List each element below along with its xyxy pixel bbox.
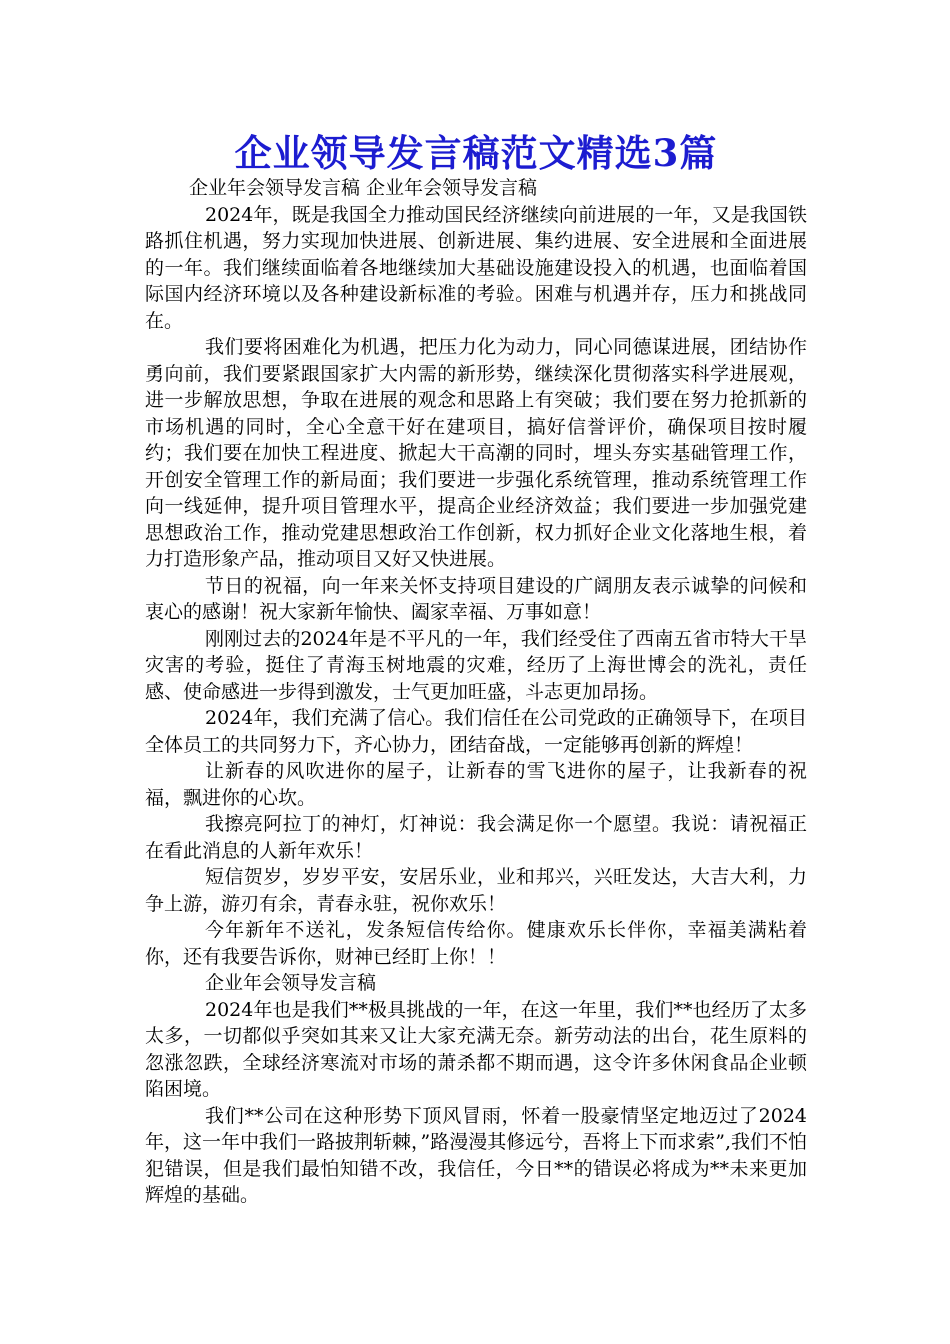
paragraph: 短信贺岁，岁岁平安，安居乐业，业和邦兴，兴旺发达，大吉大利，力争上游，游刃有余，青春永驻，祝你欢乐！ — [145, 866, 807, 915]
paragraph: 刚刚过去的2024年是不平凡的一年，我们经受住了西南五省市特大干旱灾害的考验，挺住了青海玉树地震的灾难，经历了上海世博会的洗礼，责任感、使命感进一步得到激发，士气更加旺盛，斗志更加昂扬。 — [145, 627, 807, 703]
section-heading: 企业年会领导发言稿 — [205, 972, 377, 994]
paragraph: 今年新年不送礼，发条短信传给你。健康欢乐长伴你，幸福美满粘着你，还有我要告诉你，财神已经盯上你！！ — [145, 919, 807, 968]
document-page — [145, 125, 807, 1209]
paragraph: 2024年，既是我国全力推动国民经济继续向前进展的一年，又是我国铁路抓住机遇，努力实现加快进展、创新进展、集约进展、安全进展和全面进展的一年。我们继续面临着各地继续加大基础设施建设投入的机遇，也面临着国际国内经济环境以及各种建设新标准的考验。困难与机遇并存，压力和挑战同在。 — [145, 203, 807, 332]
paragraph: 我擦亮阿拉丁的神灯，灯神说：我会满足你一个愿望。我说：请祝福正在看此消息的人新年欢乐！ — [145, 813, 807, 862]
paragraph: 让新春的风吹进你的屋子，让新春的雪飞进你的屋子，让我新春的祝福，飘进你的心坎。 — [145, 760, 807, 809]
document-title: 企业领导发言稿范文精选3篇 — [234, 131, 718, 175]
paragraph: 节日的祝福，向一年来关怀支持项目建设的广阔朋友表示诚挚的问候和衷心的感谢！祝大家新年愉快、阖家幸福、万事如意！ — [145, 574, 807, 623]
paragraph: 2024年也是我们**极具挑战的一年，在这一年里，我们**也经历了太多太多，一切都似乎突如其来又让大家充满无奈。新劳动法的出台，花生原料的忽涨忽跌，全球经济寒流对市场的萧杀都不期而遇，这令许多休闲食品企业顿陷困境。 — [145, 998, 807, 1100]
paragraph: 2024年，我们充满了信心。我们信任在公司党政的正确领导下，在项目全体员工的共同努力下，齐心协力，团结奋战，一定能够再创新的辉煌！ — [145, 707, 807, 756]
document-subtitle: 企业年会领导发言稿 企业年会领导发言稿 — [189, 177, 538, 199]
paragraph: 我们要将困难化为机遇，把压力化为动力，同心同德谋进展，团结协作勇向前，我们要紧跟国家扩大内需的新形势，继续深化贯彻落实科学进展观，进一步解放思想，争取在进展的观念和思路上有突破；我们要在努力抢抓新的市场机遇的同时，全心全意干好在建项目，搞好信誉评价，确保项目按时履约；我们要在加快工程进度、掀起大干高潮的同时，埋头夯实基础管理工作，开创安全管理工作的新局面；我们要进一步强化系统管理，推动系统管理工作向一线延伸，提升项目管理水平，提高企业经济效益；我们要进一步加强党建思想政治工作，推动党建思想政治工作创新，权力抓好企业文化落地生根，着力打造形象产品，推动项目又好又快进展。 — [145, 336, 807, 570]
paragraph: 我们**公司在这种形势下顶风冒雨，怀着一股豪情坚定地迈过了2024年，这一年中我们一路披荆斩棘，”路漫漫其修远兮，吾将上下而求索”,我们不怕犯错误，但是我们最怕知错不改，我信任，今日**的错误必将成为**未来更加辉煌的基础。 — [145, 1104, 807, 1206]
